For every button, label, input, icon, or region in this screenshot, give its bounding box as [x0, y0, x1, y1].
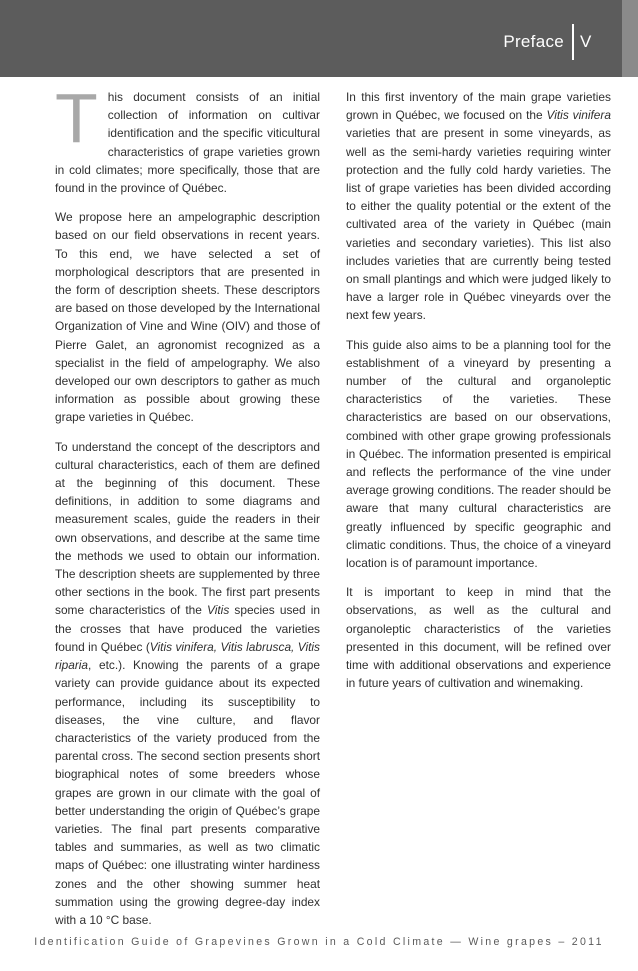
drop-cap: T: [55, 79, 98, 157]
text-segment: varieties that are present in some vineyards, as well as the semi-hardy varieties requiring winter protection and the fully cold hardy varieties. The list of grape varieties has been divided according to either the quality potential or the extent of the cultivated area of the variety in Québec (main varieties and secondary varieties). This list also includes varieties that are currently being tested on small plantings and which were judged likely to have a larger role in Québec vineyards over the next few years.: [346, 126, 611, 323]
header-edge-strip: [622, 0, 638, 77]
paragraph-planning: This guide also aims to be a planning tool for the establishment of a vineyard by presenting a number of the cultural and organoleptic characteristics of the varieties. These characteristics are based on our observations, combined with other grape growing professionals in Québec. The information presented is empirical and reflects the performance of the vine under average growing conditions. The reader should be aware that many cultural characteristics are greatly influenced by specific geographic and climatic conditions. Thus, the choice of a vineyard location is of paramount importance.: [346, 337, 611, 571]
header-separator: [572, 24, 574, 60]
page-header: [0, 0, 638, 77]
page-number: V: [580, 32, 592, 51]
section-title: Preface: [503, 32, 564, 51]
italic-term: Vitis vinifera, Vitis labrusca, Vitis riparia: [55, 639, 320, 673]
intro-text: his document consists of an initial collection of information on cultivar identification and the specific viticultural characteristics of grape varieties grown in cold climates; more specifically, those that are found in the province of Québec.: [55, 90, 320, 196]
italic-term: Vitis vinifera: [546, 108, 611, 123]
paragraph-intro: [55, 79, 320, 197]
paragraph-descriptors: [55, 438, 320, 929]
paragraph-inventory: [346, 88, 611, 325]
text-segment: species used in the crosses that have produced the varieties found in Québec (: [55, 603, 320, 654]
right-column: [346, 88, 611, 704]
page-footer: Identification Guide of Grapevines Grown in a Cold Climate — Wine grapes – 2011: [34, 936, 604, 948]
text-segment: , etc.). Knowing the parents of a grape variety can provide guidance about its expected performance, including its susceptibility to diseases, the vine culture, and flavor characteristics of the variety produced from the parental cross. The second section presents short biographical notes of some breeders whose grapes are grown in our climate with the goal of better understanding the origin of Québec’s grape varieties. The final part presents comparative tables and summaries, as well as two climatic maps of Québec: one illustrating winter hardiness zones and the other showing summer heat summation using the growing degree-day index with a 10 °C base.: [55, 658, 320, 927]
paragraph-ampelographic: We propose here an ampelographic description based on our field observations in recent years. To this end, we have selected a set of morphological descriptors that are presented in the form of description sheets. These descriptors are based on those developed by the International Organization of Vine and Wine (OIV) and those of Pierre Galet, an agronomist recognized as a specialist in the field of ampelography. We also developed our own descriptors to gather as much information as possible about growing these grape varieties in Québec.: [55, 210, 320, 425]
text-segment: To understand the concept of the descriptors and cultural characteristics, each of them are defined at the beginning of this document. These definitions, in addition to some diagrams and measurement scales, guide the readers in their own observations, and describe at the same time the methods we used to obtain our information. The description sheets are supplemented by three other sections in the book. The first part presents some characteristics of the: [55, 439, 320, 618]
text-segment: In this first inventory of the main grape varieties grown in Québec, we focused on the: [346, 90, 611, 123]
italic-term: Vitis: [207, 603, 230, 618]
left-column: [55, 79, 320, 940]
paragraph-refinement: It is important to keep in mind that the observations, as well as the cultural and organoleptic characteristics of the varieties presented in this document, will be refined over time with additional observations and experience in future years of cultivation and winemaking.: [346, 585, 611, 691]
